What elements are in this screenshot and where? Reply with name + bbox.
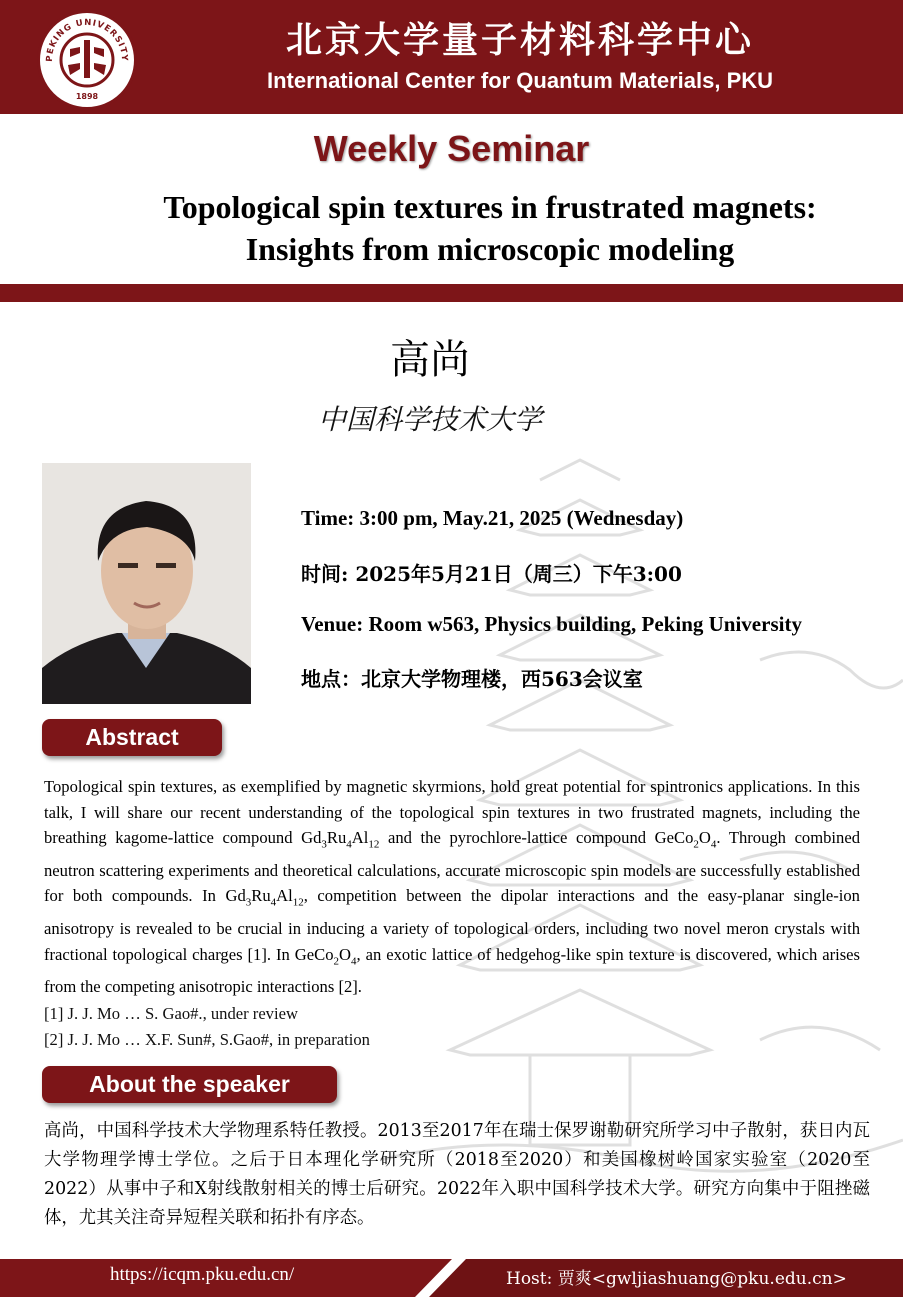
logo-ring-text: PEKING UNIVERSITY <box>44 17 130 62</box>
time-english: Time: 3:00 pm, May.21, 2025 (Wednesday) <box>301 506 684 530</box>
talk-title-line1: Topological spin textures in frustrated magnets: <box>163 189 817 225</box>
abstract-heading: Abstract <box>42 719 222 756</box>
abstract-text: Topological spin textures, as exemplified by magnetic skyrmions, hold great potential for spintronics applications. In this talk, I will share our recent understanding of the topological spin textures in two frustrated magnets, including the breathing kagome-lattice compound $Gd_3Ru_4Al_{12}$ and the pyrochlore-lattice compound $GeCo_2O_4$. Through combined neutron scattering experiments and theoretical calculations, accurate microscopic spin models are successfully established for both compounds. In $Gd_3Ru_4Al_{12}$, competition between the dipolar interactions and the easy-planar single-ion anisotropy is revealed to be crucial in inducing a variety of topological orders, including two novel meron crystals with fractional topological charges [1]. In $GeCo_2O_4$, an exotic lattice of hedgehog-like spin texture is discovered, which arises from the competing anisotropic interactions [2]. <box>44 777 861 997</box>
speaker-bio: 高尚，中国科学技术大学物理系特任教授。2013至2017年在瑞士保罗谢勒研究所学习中子散射，获日内瓦大学物理学博士学位。之后于日本理化学研究所（2018至2020）和美国橡树岭国家实验室（2020至2022）从事中子和X射线散射相关的博士后研究。2022年入职中国科学技术大学。研究方向集中于阻挫磁体，尤其关注奇异短程关联和拓扑有序态。 <box>44 1121 870 1228</box>
talk-title-line2: Insights from microscopic modeling <box>245 231 735 267</box>
speaker-photo <box>42 463 251 704</box>
reference-1: [1] J. J. Mo … S. Gao#., under review <box>44 1004 298 1023</box>
center-name-chinese: 北京大学量子材料科学中心 <box>285 20 754 61</box>
center-name-english: International Center for Quantum Materials, PKU <box>266 68 774 93</box>
talk-title <box>40 186 903 270</box>
divider-band <box>0 284 903 302</box>
speaker-affiliation: 中国科学技术大学 <box>317 403 542 436</box>
venue-english: Venue: Room w563, Physics building, Peking University <box>301 612 802 636</box>
venue-chinese: 地点：北京大学物理楼，西563会议室 <box>301 667 643 691</box>
logo-year: 1898 <box>75 92 99 101</box>
time-chinese: 时间: 2025年5月21日（周三）下午3:00 <box>301 562 682 586</box>
about-speaker-heading: About the speaker <box>42 1066 337 1103</box>
website-link[interactable]: https://icqm.pku.edu.cn/ <box>110 1264 295 1285</box>
host-contact: Host: 贾爽<gwljiashuang@pku.edu.cn> <box>506 1269 847 1289</box>
seminar-heading: Weekly Seminar <box>313 128 590 169</box>
speaker-name: 高尚 <box>390 337 470 383</box>
pku-logo <box>37 10 137 110</box>
reference-2: [2] J. J. Mo … X.F. Sun#, S.Gao#, in preparation <box>44 1030 370 1049</box>
